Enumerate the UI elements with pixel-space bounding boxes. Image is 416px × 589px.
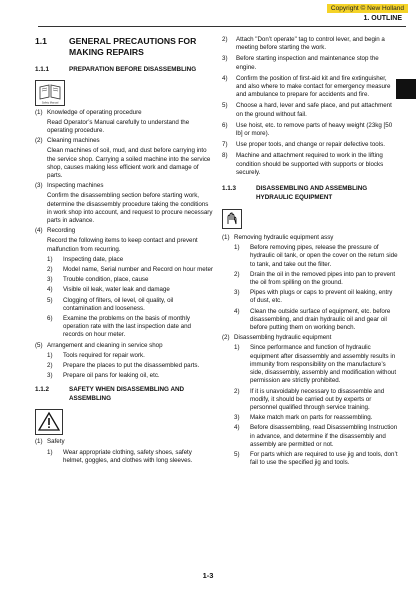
copyright-label: Copyright © New Holland xyxy=(327,4,408,13)
list-item: 7) Use proper tools, and change or repair defective tools. xyxy=(222,141,385,149)
list-item: (1) Knowledge of operating procedure xyxy=(35,108,142,116)
sub-item: 4) Before disassembling, read Disassembling Instruction in advance, and determine if the disassembly and assembly are permitted or not. xyxy=(234,424,398,448)
sub-item: 5) For parts which are required to use jig and tools, don’t fail to use the specified jig and tools. xyxy=(234,450,398,467)
subsection-number: 1.1.3 xyxy=(222,185,237,193)
subsection-title: PREPARATION BEFORE DISASSEMBLING xyxy=(69,66,197,73)
left-column xyxy=(35,36,213,467)
list-item: (1) Removing hydraulic equipment assy xyxy=(222,234,334,242)
list-item: 5) Choose a hard, lever and safe place, and put attachment on the ground without fail. xyxy=(222,102,392,118)
section-tab xyxy=(396,79,416,99)
list-item: 3) Before starting inspection and maintenance stop the engine. xyxy=(222,55,379,71)
paragraph: Read Operator’s Manual carefully to understand the operating procedure. xyxy=(47,118,190,134)
section-number: 1.1 xyxy=(35,36,47,46)
section-title: GENERAL PRECAUTIONS FOR MAKING REPAIRS xyxy=(69,36,197,57)
section-heading xyxy=(35,36,213,58)
sub-item: 2) Model name, Serial number and Record on hour meter xyxy=(47,265,213,273)
list-item: 4) Confirm the position of first-aid kit and fire extinguisher, and also where to make contact for emergency measure and ambulance to prepare for accidents and fire. xyxy=(222,74,391,99)
sub-item: 1) Wear appropriate clothing, safety shoes, safety helmet, goggles, and clothes with long sleeves. xyxy=(47,448,193,464)
subsection-number: 1.1.1 xyxy=(35,66,50,73)
list-item: 8) Machine and attachment required to work in the lifting condition should be supported with supports or blocks securely. xyxy=(222,152,384,176)
paragraph: Confirm the disassembling section before starting work, determine the disassembly procedure taking the conditions in work shop into account, and request to procure necessary parts in advance. xyxy=(47,192,213,224)
sub-item: 1) Since performance and function of hydraulic equipment after disassembly and assembly results in immunity from responsibility on the manufacture’s side, disassembly, assembly and modification without permission are strictly prohibited. xyxy=(234,344,397,385)
list-item: (3) Inspecting machines xyxy=(35,182,104,190)
chapter-title: 1. OUTLINE xyxy=(363,15,402,22)
list-item: (5) Arrangement and cleaning in service shop xyxy=(35,341,163,349)
subsection-heading xyxy=(35,386,213,403)
sub-item: 4) Clean the outside surface of equipment, etc. before disassembling, and drain hydraulic oil and gear oil before putting them on working bench. xyxy=(234,307,391,332)
sub-item: 1) Inspecting date, place xyxy=(47,255,124,263)
book-icon xyxy=(35,80,65,106)
sub-item: 2) Prepare the places to put the disassembled parts. xyxy=(47,361,200,369)
sub-item: 2) Drain the oil in the removed pipes into pan to prevent the oil from spilling on the ground. xyxy=(234,270,396,287)
sub-item: 6) Examine the problems on the basis of monthly operation rate with the last inspection date and records on hour meter. xyxy=(47,314,191,339)
sub-item: 1) Before removing pipes, release the pressure of hydraulic oil tank, or open the cover on the return side to tank, and take out the filter. xyxy=(234,244,398,268)
right-column xyxy=(222,36,398,469)
subsection-heading xyxy=(35,66,213,75)
sub-item: 3) Pipes with plugs or caps to prevent oil leaking, entry of dust, etc. xyxy=(234,289,393,305)
list-item: 6) Use hoist, etc. to remove parts of heavy weight (23kg [50 lb] or more). xyxy=(222,121,393,138)
hands-icon xyxy=(222,209,242,229)
list-item: (1) Safety xyxy=(35,438,65,446)
list-item: (2) Disassembling hydraulic equipment xyxy=(222,334,332,342)
list-item: (2) Cleaning machines xyxy=(35,137,100,145)
paragraph: Clean machines of soil, mud, and dust before carrying into the service shop. Carrying a soiled machine into the service shop, causes making less efficient work and damage of parts. xyxy=(47,147,211,179)
page-number: 1-3 xyxy=(202,571,214,580)
sub-item: 3) Prepare oil pans for leaking oil, etc. xyxy=(47,372,160,380)
list-item: (4) Recording xyxy=(35,227,76,235)
book-icon-caption: Safety Manual xyxy=(41,101,59,104)
sub-item: 4) Visible oil leak, water leak and damage xyxy=(47,286,170,294)
subsection-heading xyxy=(222,185,398,202)
paragraph: Record the following items to keep contact and prevent malfunction from recurring. xyxy=(47,237,198,253)
warning-icon xyxy=(35,409,63,435)
header-rule xyxy=(38,26,406,27)
sub-item: 2) If it is unavoidably necessary to disassemble and modify, it should be carried out by experts or personnel qualified through service training. xyxy=(234,387,385,411)
list-item: 2) Attach "Don’t operate" tag to control lever, and begin a meeting before starting the work. xyxy=(222,36,385,52)
subsection-title: DISASSEMBLING AND ASSEMBLING HYDRAULIC EQUIPMENT xyxy=(256,185,368,201)
subsection-title: SAFETY WHEN DISASSEMBLING AND ASSEMBLING xyxy=(69,386,185,402)
subsection-number: 1.1.2 xyxy=(35,386,50,394)
sub-item: 3) Make match mark on parts for reassembling. xyxy=(234,414,373,422)
sub-item: 3) Trouble condition, place, cause xyxy=(47,276,149,284)
sub-item: 5) Clogging of filters, oil level, oil quality, oil contamination and looseness. xyxy=(47,296,174,312)
sub-item: 1) Tools required for repair work. xyxy=(47,351,145,359)
